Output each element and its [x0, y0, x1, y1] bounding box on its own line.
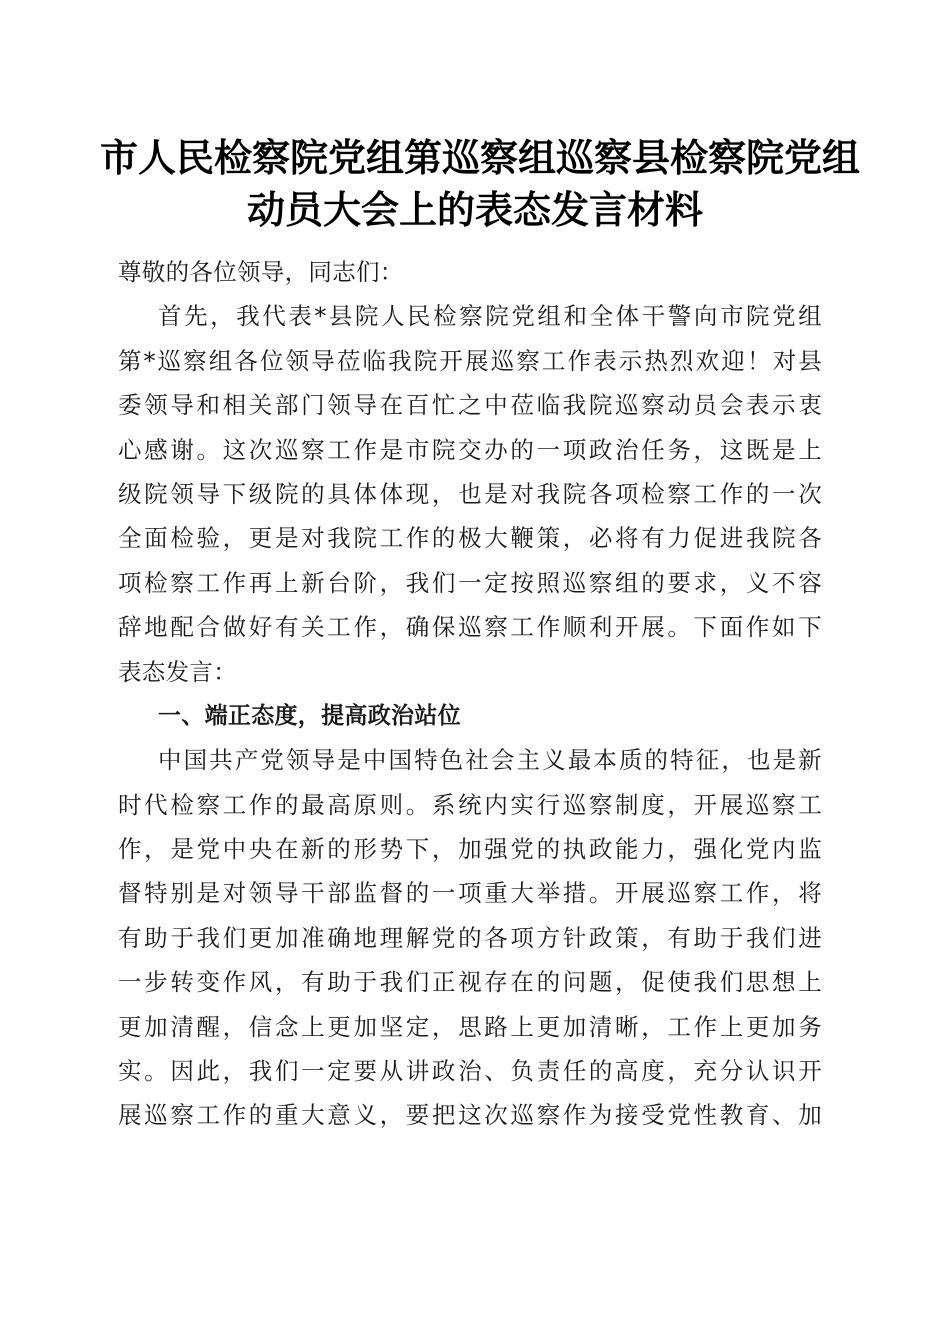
paragraph-line: 督特别是对领导干部监督的一项重大举措。开展巡察工作，将 [118, 879, 822, 908]
paragraph-line: 更加清醒，信念上更加坚定，思路上更加清晰，工作上更加务 [118, 1012, 822, 1041]
paragraph-line: 第*巡察组各位领导莅临我院开展巡察工作表示热烈欢迎！对县 [118, 346, 822, 375]
paragraph-line: 首先，我代表*县院人民检察院党组和全体干警向市院党组 [158, 302, 822, 331]
document-title [100, 132, 861, 236]
paragraph-line: 作，是党中央在新的形势下，加强党的执政能力，强化党内监 [118, 835, 822, 864]
document-body [118, 250, 822, 1138]
title-line: 动员大会上的表态发言材料 [246, 187, 703, 232]
paragraph-line: 级院领导下级院的具体体现，也是对我院各项检察工作的一次 [118, 479, 822, 508]
paragraph-line: 辞地配合做好有关工作，确保巡察工作顺利开展。下面作如下 [118, 613, 822, 642]
paragraph-line: 心感谢。这次巡察工作是市院交办的一项政治任务，这既是上 [118, 435, 822, 464]
title-line: 市人民检察院党组第巡察组巡察县检察院党组 [100, 135, 861, 180]
paragraph-line: 表态发言： [118, 657, 237, 686]
salutation: 尊敬的各位领导，同志们： [118, 258, 404, 286]
paragraph-line: 委领导和相关部门领导在百忙之中莅临我院巡察动员会表示衷 [118, 391, 822, 420]
paragraph-line: 时代检察工作的最高原则。系统内实行巡察制度，开展巡察工 [118, 790, 822, 819]
section-heading: 一、端正态度，提高政治站位 [158, 702, 461, 729]
paragraph-line: 有助于我们更加准确地理解党的各项方针政策，有助于我们进 [118, 923, 822, 952]
paragraph-line: 展巡察工作的重大意义，要把这次巡察作为接受党性教育、加 [118, 1101, 822, 1130]
paragraph-line: 全面检验，更是对我院工作的极大鞭策，必将有力促进我院各 [118, 524, 822, 553]
paragraph-line: 实。因此，我们一定要从讲政治、负责任的高度，充分认识开 [118, 1057, 822, 1086]
paragraph-line: 一步转变作风，有助于我们正视存在的问题，促使我们思想上 [118, 968, 822, 997]
paragraph-line: 中国共产党领导是中国特色社会主义最本质的特征，也是新 [158, 746, 822, 775]
paragraph-line: 项检察工作再上新台阶，我们一定按照巡察组的要求，义不容 [118, 568, 822, 597]
